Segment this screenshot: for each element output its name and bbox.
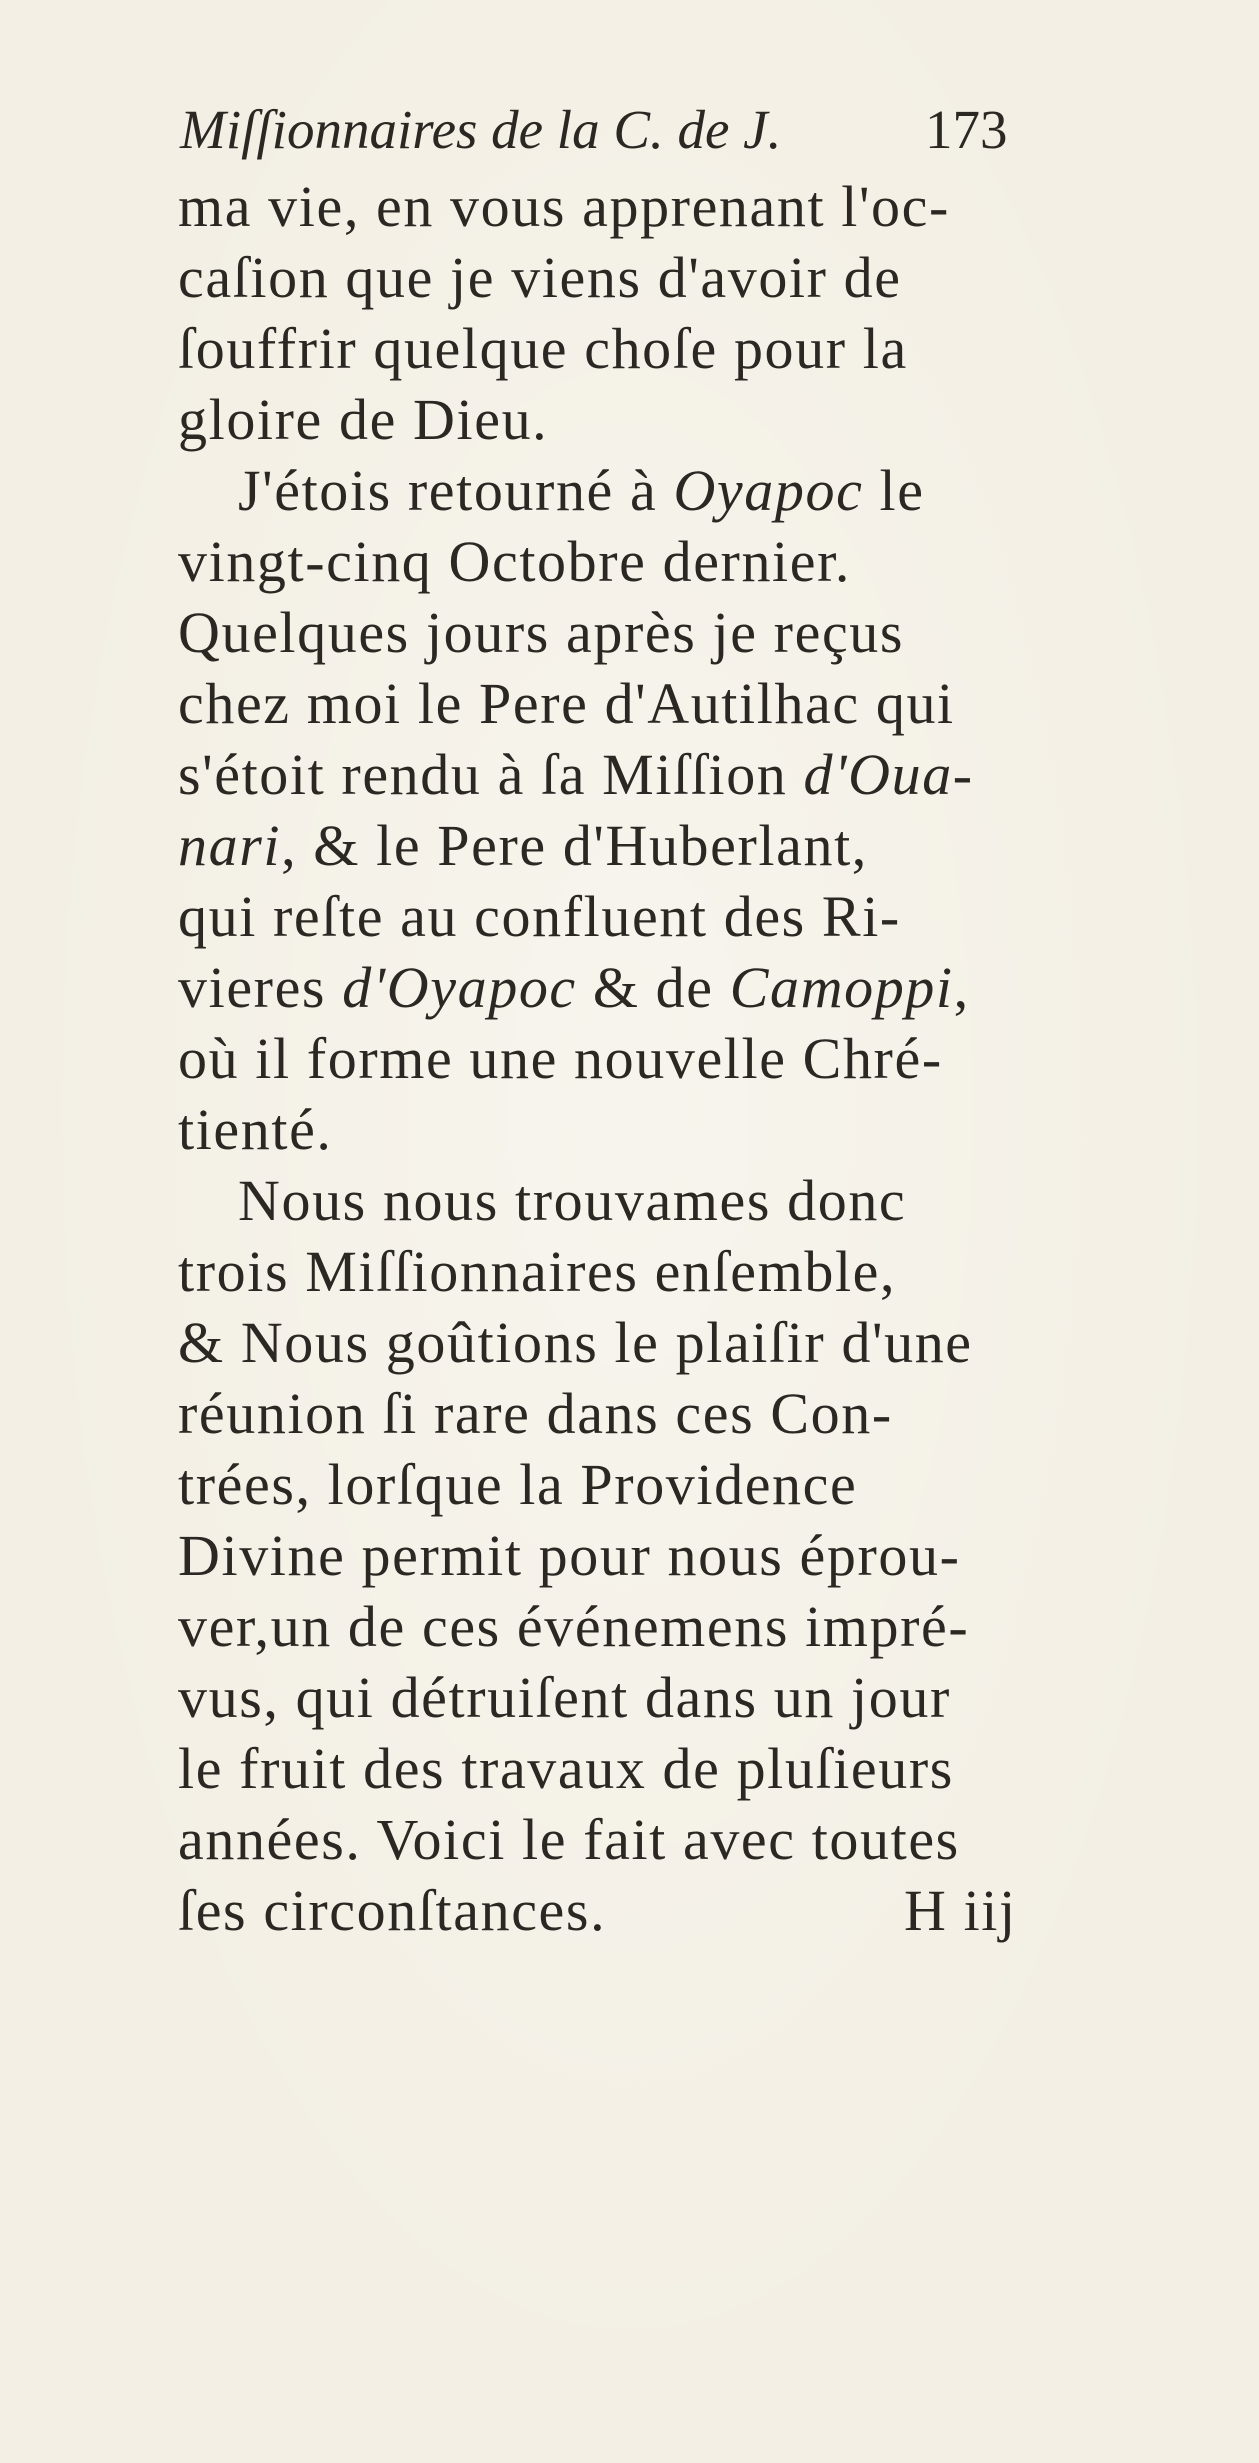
text-line: chez moi le Pere d'Autilhac qui	[178, 671, 955, 736]
place-name-oyapoc: d'Oyapoc	[342, 955, 577, 1020]
text-run: le	[863, 458, 925, 523]
text-line: le fruit des travaux de pluſieurs	[178, 1736, 954, 1801]
place-name-oyapoc: Oyapoc	[673, 458, 864, 523]
text-line	[178, 956, 1078, 1020]
text-run: & de	[576, 955, 730, 1020]
place-name-ouanari: d'Oua-	[803, 742, 974, 807]
text-line: vingt-cinq Octobre dernier.	[178, 529, 851, 594]
running-head	[180, 95, 1080, 165]
text-line	[178, 743, 1078, 807]
text-line: années. Voici le fait avec toutes	[178, 1807, 960, 1872]
text-line: trées, lorſque la Providence	[178, 1452, 858, 1517]
text-run: s'étoit rendu à ſa Miſſion	[178, 742, 804, 807]
text-run: ,	[953, 955, 970, 1020]
running-title: Miſſionnaires de la C. de J.	[180, 99, 782, 160]
text-run: , & le Pere d'Huberlant,	[281, 813, 868, 878]
text-line: Divine permit pour nous éprou-	[178, 1523, 961, 1588]
text-run: vieres	[178, 955, 343, 1020]
text-line: caſion que je viens d'avoir de	[178, 245, 902, 310]
text-line: réunion ſi rare dans ces Con-	[178, 1381, 893, 1446]
text-line: Quelques jours après je reçus	[178, 600, 905, 665]
signature-mark: H iij	[904, 1878, 1017, 1943]
text-line: ſouffrir quelque choſe pour la	[178, 316, 908, 381]
text-line: vus, qui détruiſent dans un jour	[178, 1665, 951, 1730]
text-line: & Nous goûtions le plaiſir d'une	[178, 1310, 973, 1375]
text-line	[238, 459, 1138, 523]
text-run: ſes circonſtances.	[178, 1878, 607, 1943]
place-name-camoppi: Camoppi	[729, 955, 954, 1020]
text-line: gloire de Dieu.	[178, 387, 549, 452]
text-line	[178, 814, 1078, 878]
text-line: tienté.	[178, 1097, 333, 1162]
place-name-ouanari-end: nari	[178, 813, 282, 878]
text-line: où il forme une nouvelle Chré-	[178, 1026, 943, 1091]
text-line: ma vie, en vous apprenant l'oc-	[178, 174, 950, 239]
text-line	[178, 1879, 1078, 1943]
text-line: ver,un de ces événemens impré-	[178, 1594, 970, 1659]
page-number: 173	[925, 99, 1008, 160]
text-line: qui reſte au confluent des Ri-	[178, 884, 901, 949]
text-line: trois Miſſionnaires enſemble,	[178, 1239, 897, 1304]
text-run: J'étois retourné à	[238, 458, 674, 523]
text-line: Nous nous trouvames donc	[238, 1168, 907, 1233]
